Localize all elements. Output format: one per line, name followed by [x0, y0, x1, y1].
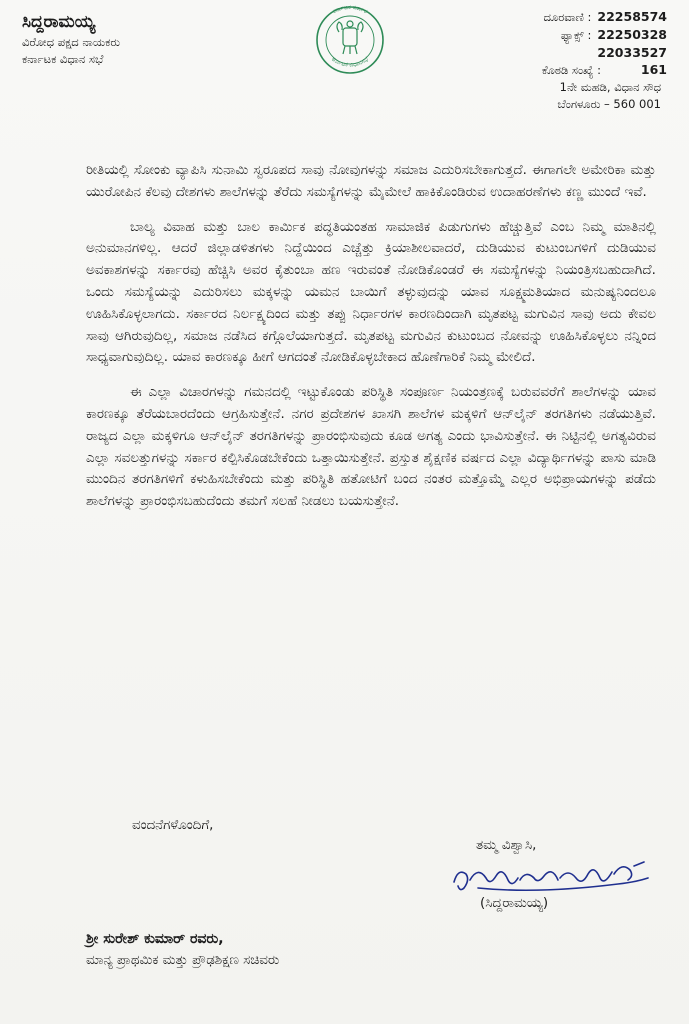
room-number: 161: [640, 62, 667, 77]
fax-number-1: 22250328: [597, 27, 667, 42]
paragraph-3: ಈ ಎಲ್ಲಾ ವಿಚಾರಗಳನ್ನು ಗಮನದಲ್ಲಿ ಇಟ್ಟುಕೊಂಡು ಪರಿಸ್ಥಿತಿ ಸಂಪೂರ್ಣ ನಿಯಂತ್ರಣಕ್ಕೆ ಬರುವವರೆಗೆ ಶಾಲೆಗಳನ್ನು ಯಾವ ಕಾರಣಕ್ಕೂ ತೆರೆಯಬಾರದೆಂದು ಆಗ್ರಹಿಸುತ್ತೇನೆ. ನಗರ ಪ್ರದೇಶಗಳ ಖಾಸಗಿ ಶಾಲೆಗಳ ಮಕ್ಕಳಿಗೆ ಆನ್‌ಲೈನ್ ತರಗತಿಗಳು ನಡೆಯುತ್ತಿವೆ. ರಾಜ್ಯದ ಎಲ್ಲಾ ಮಕ್ಕಳಿಗೂ ಆನ್‌ಲೈನ್ ತರಗತಿಗಳನ್ನು ಪ್ರಾರಂಭಿಸುವುದು ಕೂಡ ಅಗತ್ಯ ಎಂದು ಭಾವಿಸುತ್ತೇನೆ. ಈ ನಿಟ್ಟಿನಲ್ಲಿ ಅಗತ್ಯವಿರುವ ಎಲ್ಲಾ ಸವಲತ್ತುಗಳನ್ನು ಸರ್ಕಾರ ಕಲ್ಪಿಸಿಕೊಡಬೇಕೆಂದು ಒತ್ತಾಯಿಸುತ್ತೇನೆ. ಪ್ರಸ್ತುತ ಶೈಕ್ಷಣಿಕ ವರ್ಷದ ಎಲ್ಲಾ ವಿದ್ಯಾರ್ಥಿಗಳನ್ನು ಪಾಸು ಮಾಡಿ ಮುಂದಿನ ತರಗತಿಗಳಿಗೆ ಕಳುಹಿಸಬೇಕೆಂದು ಮತ್ತು ಪರಿಸ್ಥಿತಿ ಹತೋಟಿಗೆ ಬಂದ ನಂತರ ಮತ್ತೊಮ್ಮೆ ಎಲ್ಲರ ಅಭಿಪ್ರಾಯಗಳನ್ನು ಪಡೆದು ಶಾಲೆಗಳನ್ನು ಪ್ರಾರಂಭಿಸಬಹುದೆಂದು ತಮಗೆ ಸಲಹೆ ನೀಡಲು ಬಯಸುತ್ತೇನೆ.: [86, 385, 656, 510]
svg-text:ಕರ್ನಾಟಕ ವಿಧಾನಸಭೆ: [330, 55, 371, 68]
closing: ತಮ್ಮ ವಿಶ್ವಾಸಿ,: [476, 838, 537, 853]
signatory-name: (ಸಿದ್ದರಾಮಯ್ಯ): [480, 896, 549, 911]
handwritten-signature: [448, 858, 653, 898]
seal-text-top: ಕರ್ನಾಟಕ ಸರ್ಕಾರ: [331, 3, 369, 16]
state-seal-emblem-icon: [305, 2, 395, 74]
fax-label: ಫ್ಯಾಕ್ಸ್ :: [560, 28, 592, 42]
recipient-name: ಶ್ರೀ ಸುರೇಶ್ ಕುಮಾರ್ ರವರು,: [86, 931, 224, 947]
letterhead-contact: [542, 8, 667, 113]
room-label: ಕೊಠಡಿ ಸಂಖ್ಯೆ :: [541, 63, 601, 77]
greeting: ವಂದನೆಗಳೊಂದಿಗೆ,: [132, 818, 214, 833]
seal-text-bottom: ಕರ್ನಾಟಕ ವಿಧಾನಸಭೆ: [330, 55, 370, 69]
letterhead-name: ಸಿದ್ದರಾಮಯ್ಯ: [22, 12, 96, 32]
letterhead-office: ಕರ್ನಾಟಕ ವಿಧಾನ ಸಭೆ: [22, 52, 104, 66]
letter-body: [86, 160, 656, 526]
recipient-title: ಮಾನ್ಯ ಪ್ರಾಥಮಿಕ ಮತ್ತು ಪ್ರೌಢಶಿಕ್ಷಣ ಸಚಿವರು: [86, 953, 280, 968]
letterhead-title: ವಿರೋಧ ಪಕ್ಷದ ನಾಯಕರು: [22, 35, 121, 49]
phone-label: ದೂರವಾಣಿ :: [543, 10, 592, 24]
phone-number: 22258574: [597, 9, 667, 24]
letterhead-left: [22, 12, 120, 68]
city-address: ಬೆಂಗಳೂರು – 560 001: [557, 97, 661, 111]
paragraph-1: ರೀತಿಯಲ್ಲಿ ಸೋಂಕು ವ್ಯಾಪಿಸಿ ಸುನಾಮಿ ಸ್ವರೂಪದ ಸಾವು ನೋವುಗಳನ್ನು ಸಮಾಜ ಎದುರಿಸಬೇಕಾಗುತ್ತದೆ. ಈಗಾಗಲೇ ಅಮೇರಿಕಾ ಮತ್ತು ಯುರೋಪಿನ ಕೆಲವು ದೇಶಗಳು ಶಾಲೆಗಳನ್ನು ತೆರೆದು ಸಮಸ್ಯೆಗಳನ್ನು ಮೈಮೇಲೆ ಹಾಕಿಕೊಂಡಿರುವ ಉದಾಹರಣೆಗಳು ಕಣ್ಣ ಮುಂದೆ ಇವೆ.: [86, 163, 656, 200]
svg-text:ಕರ್ನಾಟಕ ಸರ್ಕಾರ: [331, 4, 368, 15]
fax-number-2: 22033527: [597, 45, 667, 60]
paragraph-2: ಬಾಲ್ಯ ವಿವಾಹ ಮತ್ತು ಬಾಲ ಕಾರ್ಮಿಕ ಪದ್ಧತಿಯಂತಹ ಸಾಮಾಜಿಕ ಪಿಡುಗುಗಳು ಹೆಚ್ಚುತ್ತಿವೆ ಎಂಬ ನಿಮ್ಮ ಮಾತಿನಲ್ಲಿ ಅನುಮಾನಗಳಿಲ್ಲ. ಆದರೆ ಜಿಲ್ಲಾಡಳಿತಗಳು ನಿದ್ದೆಯಿಂದ ಎಚ್ಚೆತ್ತು ಕ್ರಿಯಾಶೀಲವಾದರೆ, ದುಡಿಯುವ ಕುಟುಂಬಗಳಿಗೆ ದುಡಿಯುವ ಅವಕಾಶಗಳನ್ನು ಸರ್ಕಾರವು ಹೆಚ್ಚಿಸಿ ಅವರ ಕೈತುಂಬಾ ಹಣ ಇರುವಂತೆ ನೋಡಿಕೊಂಡರೆ ಈ ಸಮಸ್ಯೆಗಳನ್ನು ನಿಯಂತ್ರಿಸಬಹುದಾಗಿದೆ. ಒಂದು ಸಮಸ್ಯೆಯನ್ನು ಎದುರಿಸಲು ಮಕ್ಕಳನ್ನು ಯಮನ ಬಾಯಿಗೆ ತಳ್ಳುವುದನ್ನು ಯಾವ ಸೂಕ್ಷ್ಮಮತಿಯಾದ ಮನುಷ್ಯನಿಂದಲೂ ಊಹಿಸಿಕೊಳ್ಳಲಾಗದು. ಸರ್ಕಾರದ ನಿರ್ಲಕ್ಷ್ಯದಿಂದ ಮತ್ತು ತಪ್ಪು ನಿರ್ಧಾರಗಳ ಕಾರಣದಿಂದಾಗಿ ಮೃತಪಟ್ಟ ಮಗುವಿನ ಸಾವು ಅದು ಕೇವಲ ಸಾವು ಆಗಿರುವುದಿಲ್ಲ, ಸಮಾಜ ನಡೆಸಿದ ಕಗ್ಗೊಲೆಯಾಗುತ್ತದೆ. ಮೃತಪಟ್ಟ ಮಗುವಿನ ಕುಟುಂಬದ ನೋವನ್ನು ಊಹಿಸಿಕೊಳ್ಳಲು ನನ್ನಿಂದ ಸಾಧ್ಯವಾಗುವುದಿಲ್ಲ. ಯಾವ ಕಾರಣಕ್ಕೂ ಹೀಗೆ ಆಗದಂತೆ ನೋಡಿಕೊಳ್ಳಬೇಕಾದ ಹೊಣೆಗಾರಿಕೆ ನಿಮ್ಮ ಮೇಲಿದೆ.: [86, 219, 656, 366]
recipient-block: [86, 928, 279, 972]
floor-address: 1ನೇ ಮಹಡಿ, ವಿಧಾನ ಸೌಧ: [559, 80, 661, 94]
